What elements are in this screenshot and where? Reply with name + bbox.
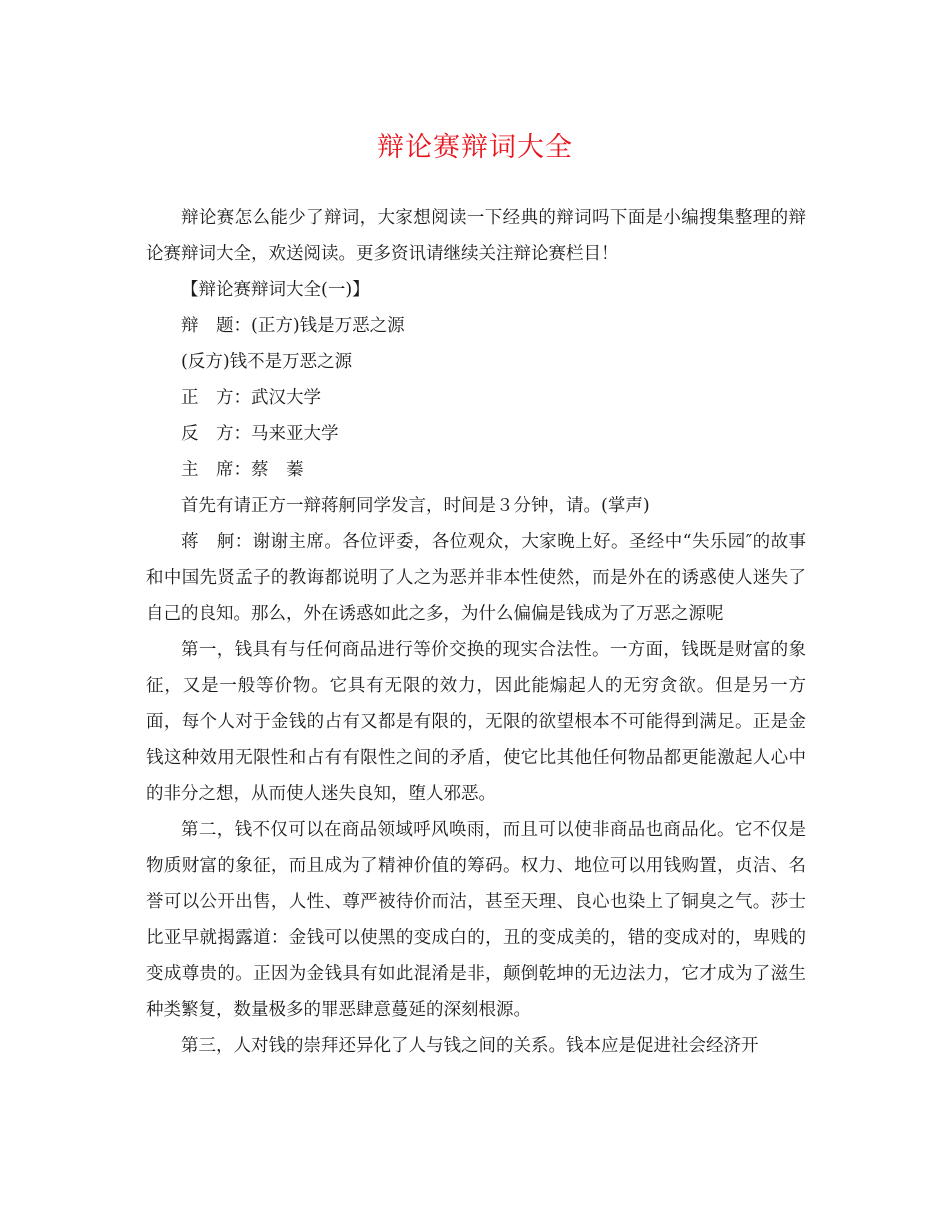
document-body: [146, 200, 806, 1064]
debate-topic-affirmative: 辩 题：(正方)钱是万恶之源: [181, 316, 405, 336]
paragraph-intro: 辩论赛怎么能少了辩词，大家想阅读一下经典的辩词吗下面是小编搜集整理的辩论赛辩词大全，欢送阅读。更多资讯请继续关注辩论赛栏目！: [146, 208, 806, 264]
paragraph-second-point: 第二，钱不仅可以在商品领域呼风唤雨，而且可以使非商品也商品化。它不仅是物质财富的象征，而且成为了精神价值的筹码。权力、地位可以用钱购置，贞洁、名誉可以公开出售，人性、尊严被待价而沽，甚至天理、良心也染上了铜臭之气。莎士比亚早就揭露道：金钱可以使黑的变成白的，丑的变成美的，错的变成对的，卑贱的变成尊贵的。正因为金钱具有如此混淆是非，颠倒乾坤的无边法力，它才成为了滋生种类繁复，数量极多的罪恶肆意蔓延的深刻根源。: [146, 820, 806, 1020]
paragraph-speech: 蒋 舸：谢谢主席。各位评委，各位观众，大家晚上好。圣经中“失乐园″的故事和中国先贤孟子的教诲都说明了人之为恶并非本性使然，而是外在的诱惑使人迷失了自己的良知。那么，外在诱惑如此之多，为什么偏偏是钱成为了万恶之源呢: [146, 532, 806, 624]
section-heading: 【辩论赛辩词大全(一)】: [181, 280, 370, 300]
paragraph-third-point: 第三，人对钱的崇拜还异化了人与钱之间的关系。钱本应是促进社会经济开: [181, 1036, 759, 1056]
debate-topic-negative: (反方)钱不是万恶之源: [181, 352, 353, 372]
document-title: 辩论赛辩词大全: [377, 132, 573, 163]
negative-team: 反 方：马来亚大学: [181, 424, 339, 444]
affirmative-team: 正 方：武汉大学: [181, 388, 321, 408]
chairperson: 主 席：蔡 蓁: [181, 460, 304, 480]
paragraph-opening: 首先有请正方一辩蒋舸同学发言，时间是３分钟，请。(掌声): [181, 496, 650, 516]
paragraph-first-point: 第一，钱具有与任何商品进行等价交换的现实合法性。一方面，钱既是财富的象征，又是一般等价物。它具有无限的效力，因此能煽起人的无穷贪欲。但是另一方面，每个人对于金钱的占有又都是有限的，无限的欲望根本不可能得到满足。正是金钱这种效用无限性和占有有限性之间的矛盾，使它比其他任何物品都更能激起人心中的非分之想，从而使人迷失良知，堕人邪恶。: [146, 640, 806, 804]
